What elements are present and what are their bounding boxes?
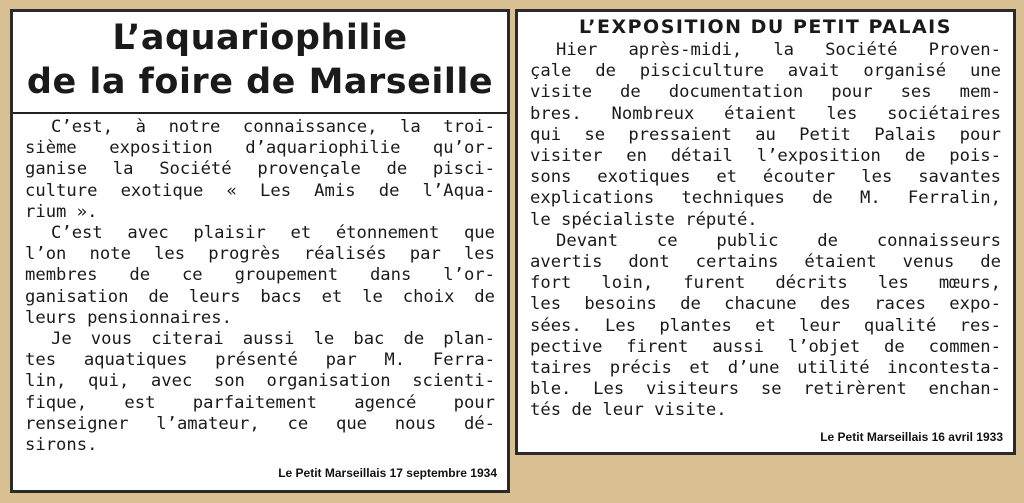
article-line: tes aquatiques présenté par M. Ferra- — [25, 350, 495, 371]
headline-line-2: de la foire de Marseille — [26, 62, 494, 102]
headline-line-1: L’aquariophilie — [112, 18, 408, 58]
article-line: Je vous citerai aussi le bac de plan- — [51, 329, 495, 350]
left-source-caption: Le Petit Marseillais 17 septembre 1934 — [274, 466, 497, 480]
article-line: visite de documentation pour ses mem- — [530, 82, 1001, 103]
article-line: tés de leur visite. — [530, 400, 727, 421]
article-line: l’on note les progrès réalisés par les — [25, 244, 495, 265]
article-line: qui se pressaient au Petit Palais pour — [530, 124, 1001, 145]
article-line: avertis dont certains étaient venus de — [530, 252, 1001, 273]
right-source-caption: Le Petit Marseillais 16 avril 1933 — [816, 430, 1003, 444]
article-line: sons exotiques et écouter les savantes — [530, 167, 1001, 188]
article-line: explications techniques de M. Ferralin, — [530, 188, 1001, 209]
article-line: membres de ce groupement dans l’or- — [25, 265, 495, 286]
article-line: sirons. — [25, 435, 98, 456]
article-line: sième exposition d’aquariophilie qu’or- — [25, 138, 495, 159]
article-line: les besoins de chacune des races expo- — [530, 294, 1001, 315]
article-line: Hier après-midi, la Société Proven- — [556, 40, 1001, 60]
left-headline — [13, 16, 507, 104]
article-line: taires précis et d’une utilité incontesta- — [530, 358, 1001, 379]
article-line: fique, est parfaitement agencé pour — [25, 392, 495, 413]
article-line: ble. Les visiteurs se retirèrent enchan- — [530, 379, 1001, 400]
article-line: culture exotique « Les Amis de l’Aqua- — [25, 180, 495, 201]
article-line: sées. Les plantes et leur qualité res- — [530, 315, 1001, 336]
article-line: çale de pisciculture avait organisé une — [530, 61, 1001, 82]
article-line: pective firent aussi l’objet de commen- — [530, 336, 1001, 357]
right-heading: L’EXPOSITION DU PETIT PALAIS — [579, 16, 952, 38]
article-line: renseigner l’amateur, ce que nous dé- — [25, 413, 495, 434]
article-line: fort loin, furent décrits les mœurs, — [530, 273, 1001, 294]
right-article-body — [518, 38, 1013, 422]
article-line: ganise la Société provençale de pisci- — [25, 159, 495, 180]
article-line: le spécialiste réputé. — [530, 209, 758, 230]
article-line: ganisation de leurs bacs et le choix de — [25, 286, 495, 307]
article-line: visiter en détail l’exposition de pois- — [530, 146, 1001, 167]
article-line: C’est avec plaisir et étonnement que — [51, 223, 495, 244]
article-line: rium ». — [25, 201, 98, 222]
article-line: lin, qui, avec son organisation scienti- — [25, 371, 495, 392]
right-newspaper-clipping — [515, 9, 1016, 455]
article-line: bres. Nombreux étaient les sociétaires — [530, 103, 1001, 124]
left-article-body — [13, 114, 507, 456]
article-line: Devant ce public de connaisseurs — [556, 230, 1001, 251]
left-newspaper-clipping — [10, 9, 510, 493]
article-line: C’est, à notre connaissance, la troi- — [51, 117, 495, 137]
article-line: leurs pensionnaires. — [25, 307, 232, 328]
